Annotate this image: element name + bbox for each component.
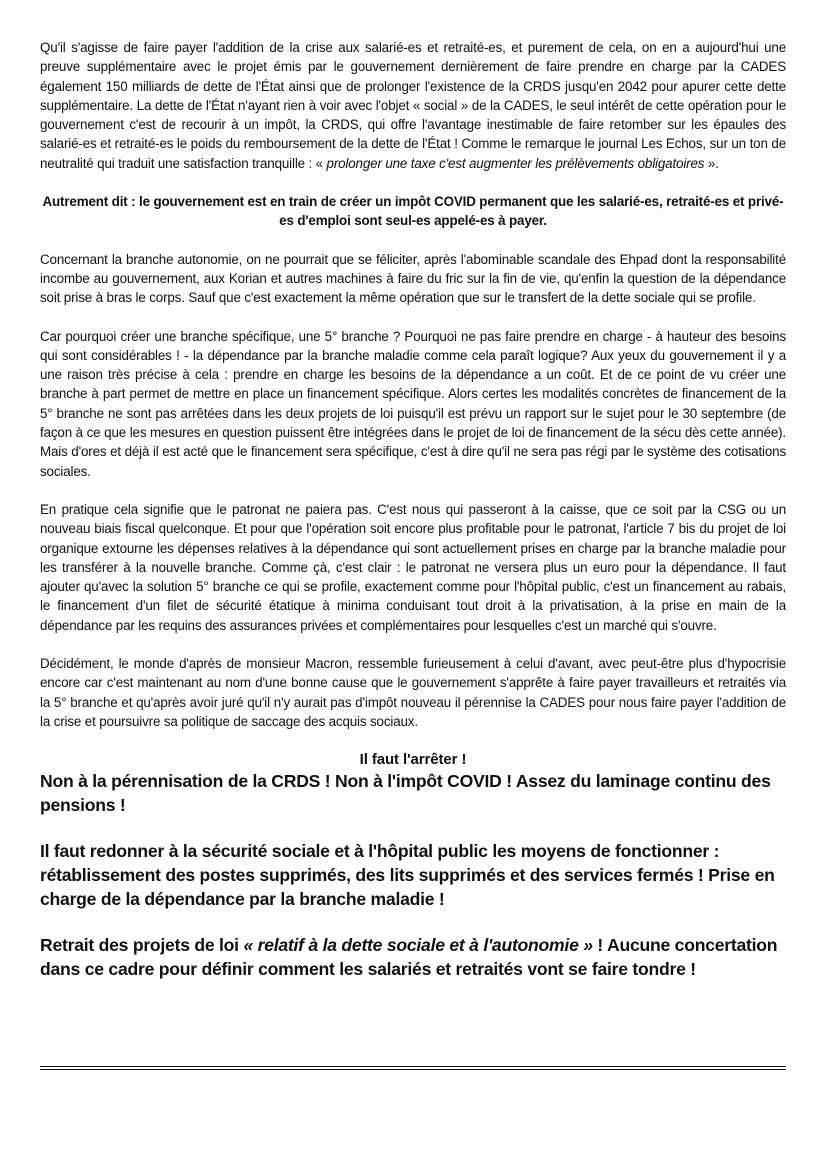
divider-line-top	[40, 1066, 786, 1067]
call-line-retrait	[40, 934, 786, 981]
call-title: Il faut l'arrêter !	[359, 751, 467, 769]
paragraph-5e-branche: Car pourquoi créer une branche spécifique, une 5° branche ? Pourquoi ne pas faire prendre en charge - à hauteur des besoins qui sont considérables ! - la dépendance par la branche maladie comme cela paraît logique? Aux yeux du gouvernement il y a une raison très précise à cela : prendre en charge les besoins de la dépendance a un coût. Et de ce point de vu créer une branche à part permet de mettre en place un financement spécifique. Alors certes les modalités concrètes de financement de la 5° branche ne sont pas arrêtées dans les deux projets de loi puisqu'il est prévu un rapport sur le sujet pour le 30 septembre (de façon à ce que les mesures en question puissent être intégrées dans le projet de loi de financement de la sécu dès cette année). Mais d'ores et déjà il est acté que le financement sera spécifique, c'est à dire qu'il ne sera pas régi par le système des cotisations sociales.	[40, 328, 786, 479]
call-line-retrait-end: ! Aucune concertation dans ce cadre pour définir comment les salariés et retraités vont se faire tondre !	[40, 935, 778, 979]
call-line-retrait-start: Retrait des projets de loi	[40, 935, 244, 956]
paragraph-cades-text: Qu'il s'agisse de faire payer l'addition de la crise aux salarié-es et retraité-es, et purement de cela, on en a aujourd'hui une preuve supplémentaire avec le projet émis par le gouvernement dernièrement de faire prendre en charge par la CADES également 150 milliards de dette de l'État ainsi que de prolonger l'existence de la CRDS jusqu'en 2042 pour apurer cette dette supplémentaire. La dette de l'État n'ayant rien à voir avec l'objet « social » de la CADES, le seul intérêt de cette opération pour le gouvernement c'est de recourir à un impôt, la CRDS, qui offre l'avantage inestimable de faire retomber sur les épaules des salarié-es et retraité-es le poids du remboursement de la dette de l'État ! Comme le remarque le journal Les Echos, sur un ton de neutralité qui traduit une satisfaction tranquille : «	[40, 40, 786, 171]
call-line-crds: Non à la pérennisation de la CRDS ! Non à l'impôt COVID ! Assez du laminage continu des pensions !	[40, 771, 771, 815]
call-line-hopital: Il faut redonner à la sécurité sociale et à l'hôpital public les moyens de fonctionner : rétablissement des postes supprimés, des lits supprimés et des services fermés ! Prise en charge de la dépendance par la branche maladie !	[40, 841, 775, 909]
paragraph-cades	[40, 38, 786, 173]
les-echos-quote: prolonger une taxe c'est augmenter les prélèvements obligatoires	[326, 155, 705, 171]
paragraph-covid-tax: Autrement dit : le gouvernement est en train de créer un impôt COVID permanent que les salarié-es, retraité-es et privé-es d'emploi sont seul-es appelé-es à payer.	[42, 194, 784, 229]
paragraph-macron: Décidément, le monde d'après de monsieur Macron, ressemble furieusement à celui d'avant, avec peut-être plus d'hypocrisie encore car c'est maintenant au nom d'une bonne cause que le gouvernement s'apprête à faire payer travailleurs et retraités via la 5° branche et qu'après avoir juré qu'il n'y aurait pas d'impôt nouveau il pérennise la CADES pour nous faire payer l'addition de la crise et poursuivre sa politique de saccage des acquis sociaux.	[40, 656, 786, 729]
paragraph-cades-end: ».	[704, 155, 719, 171]
call-line-retrait-quote: « relatif à la dette sociale et à l'autonomie »	[243, 935, 593, 956]
document-page	[40, 38, 786, 1004]
divider-line-bottom	[40, 1069, 786, 1070]
paragraph-branche-autonomie: Concernant la branche autonomie, on ne pourrait que se féliciter, après l'abominable scandale des Ehpad dont la responsabilité incombe au gouvernement, aux Korian et autres machines à faire du fric sur la fin de vie, qu'enfin la question de la dépendance soit prise à bras le corps. Sauf que c'est exactement la même opération que sur le transfert de la dette sociale qui se profile.	[40, 251, 786, 306]
paragraph-patronat: En pratique cela signifie que le patronat ne paiera pas. C'est nous qui passeront à la caisse, que ce soit par la CSG ou un nouveau biais fiscal quelconque. Et pour que l'opération soit encore plus profitable pour le patronat, l'article 7 bis du projet de loi organique extourne les dépenses relatives à la dépendance qui sont actuellement prises en charge par la branche maladie pour les transférer à la nouvelle branche. Comme çà, c'est clair : le patronat ne versera plus un euro pour la dépendance. Il faut ajouter qu'avec la solution 5° branche ce qui se profile, exactement comme pour l'hôpital public, c'est un financement au rabais, le financement d'un filet de sécurité étatique à minima conduisant tout droit à la privatisation, à la prise en main de la dépendance par les requins des assurances privées et complémentaires pour lesquelles c'est un marché qui s'ouvre.	[40, 501, 786, 633]
